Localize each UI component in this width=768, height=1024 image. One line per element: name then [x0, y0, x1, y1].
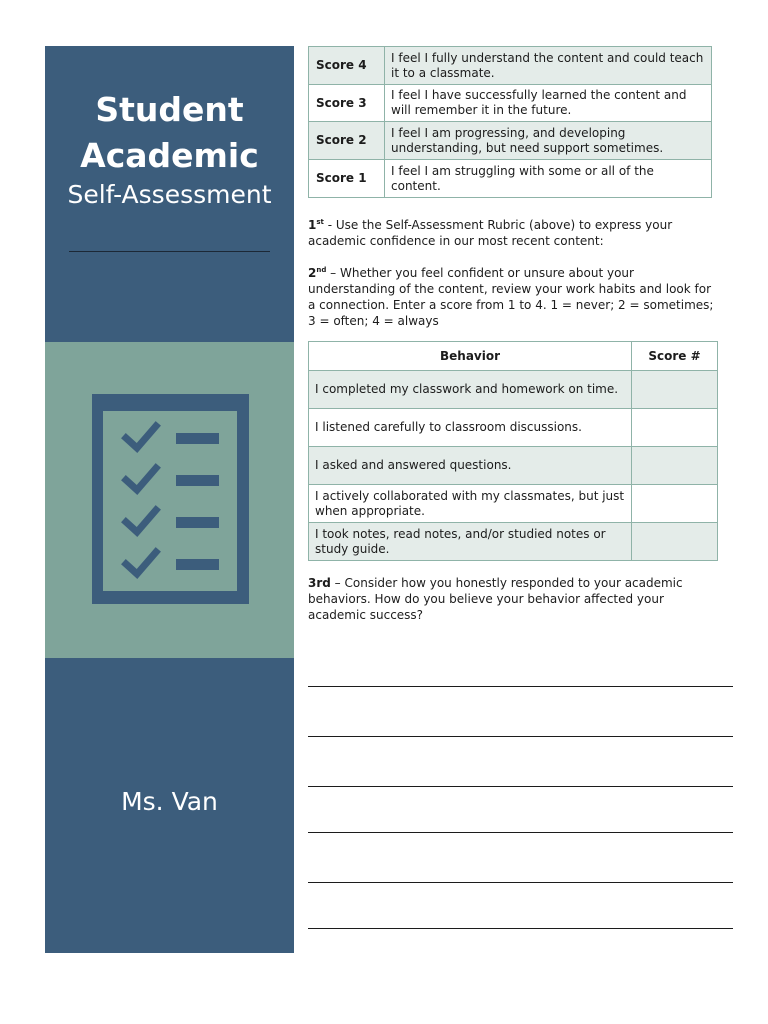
score-cell[interactable]: [632, 409, 718, 447]
behavior-table: [308, 341, 718, 561]
answer-line[interactable]: [308, 928, 733, 929]
sidebar-icon-panel: [45, 342, 294, 658]
title-line-1: Student: [95, 90, 244, 129]
rubric-description: I feel I am progressing, and developing understanding, but need support sometimes.: [385, 122, 712, 160]
rubric-table: [308, 46, 712, 198]
behavior-row: [309, 485, 718, 523]
score-cell[interactable]: [632, 447, 718, 485]
step-1-text: - Use the Self-Assessment Rubric (above) to express your academic confidence in our most recent content:: [308, 218, 673, 248]
rubric-row: [309, 47, 712, 85]
behavior-text: I took notes, read notes, and/or studied notes or study guide.: [309, 523, 632, 561]
step-3-text: – Consider how you honestly responded to your academic behaviors. How do you believe your behavior affected your academic success?: [308, 576, 683, 622]
sidebar-teacher-panel: [45, 658, 294, 953]
step-3-label: 3rd: [308, 576, 331, 590]
checklist-icon: [45, 342, 294, 658]
answer-line[interactable]: [308, 882, 733, 883]
title-line-2: Academic: [80, 136, 259, 175]
step-2-instruction: [308, 262, 718, 329]
name-line: [69, 251, 270, 252]
step-1-number: 1: [308, 218, 317, 232]
score-cell[interactable]: [632, 523, 718, 561]
rubric-description: I feel I fully understand the content and could teach it to a classmate.: [385, 47, 712, 85]
behavior-header-row: [309, 342, 718, 371]
rubric-description: I feel I am struggling with some or all of the content.: [385, 160, 712, 198]
step-1-suffix: st: [316, 218, 324, 226]
rubric-row: [309, 160, 712, 198]
rubric-level: Score 3: [309, 85, 385, 122]
behavior-row: [309, 447, 718, 485]
step-2-text: – Whether you feel confident or unsure about your understanding of the content, review your work habits and look for a connection. Enter a score from 1 to 4. 1 = never; 2 = sometimes; 3 = often; 4 = always: [308, 266, 714, 328]
rubric-level: Score 4: [309, 47, 385, 85]
behavior-text: I actively collaborated with my classmates, but just when appropriate.: [309, 485, 632, 523]
step-2-number: 2: [308, 266, 317, 280]
step-2-suffix: nd: [316, 266, 327, 274]
behavior-row: [309, 523, 718, 561]
rubric-description: I feel I have successfully learned the content and will remember it in the future.: [385, 85, 712, 122]
score-cell[interactable]: [632, 371, 718, 409]
rubric-row: [309, 85, 712, 122]
behavior-column-header: Behavior: [309, 342, 632, 371]
rubric-level: Score 2: [309, 122, 385, 160]
sidebar-title-panel: [45, 46, 294, 342]
answer-line[interactable]: [308, 686, 733, 687]
score-column-header: Score #: [632, 342, 718, 371]
teacher-name: Ms. Van: [121, 787, 218, 816]
answer-line[interactable]: [308, 736, 733, 737]
answer-line[interactable]: [308, 832, 733, 833]
rubric-level: Score 1: [309, 160, 385, 198]
answer-line[interactable]: [308, 786, 733, 787]
step-1-instruction: [308, 214, 718, 249]
behavior-text: I completed my classwork and homework on time.: [309, 371, 632, 409]
subtitle: Self-Assessment: [67, 180, 272, 209]
behavior-text: I asked and answered questions.: [309, 447, 632, 485]
rubric-row: [309, 122, 712, 160]
behavior-row: [309, 409, 718, 447]
score-cell[interactable]: [632, 485, 718, 523]
behavior-row: [309, 371, 718, 409]
step-3-instruction: [308, 575, 718, 623]
behavior-text: I listened carefully to classroom discussions.: [309, 409, 632, 447]
